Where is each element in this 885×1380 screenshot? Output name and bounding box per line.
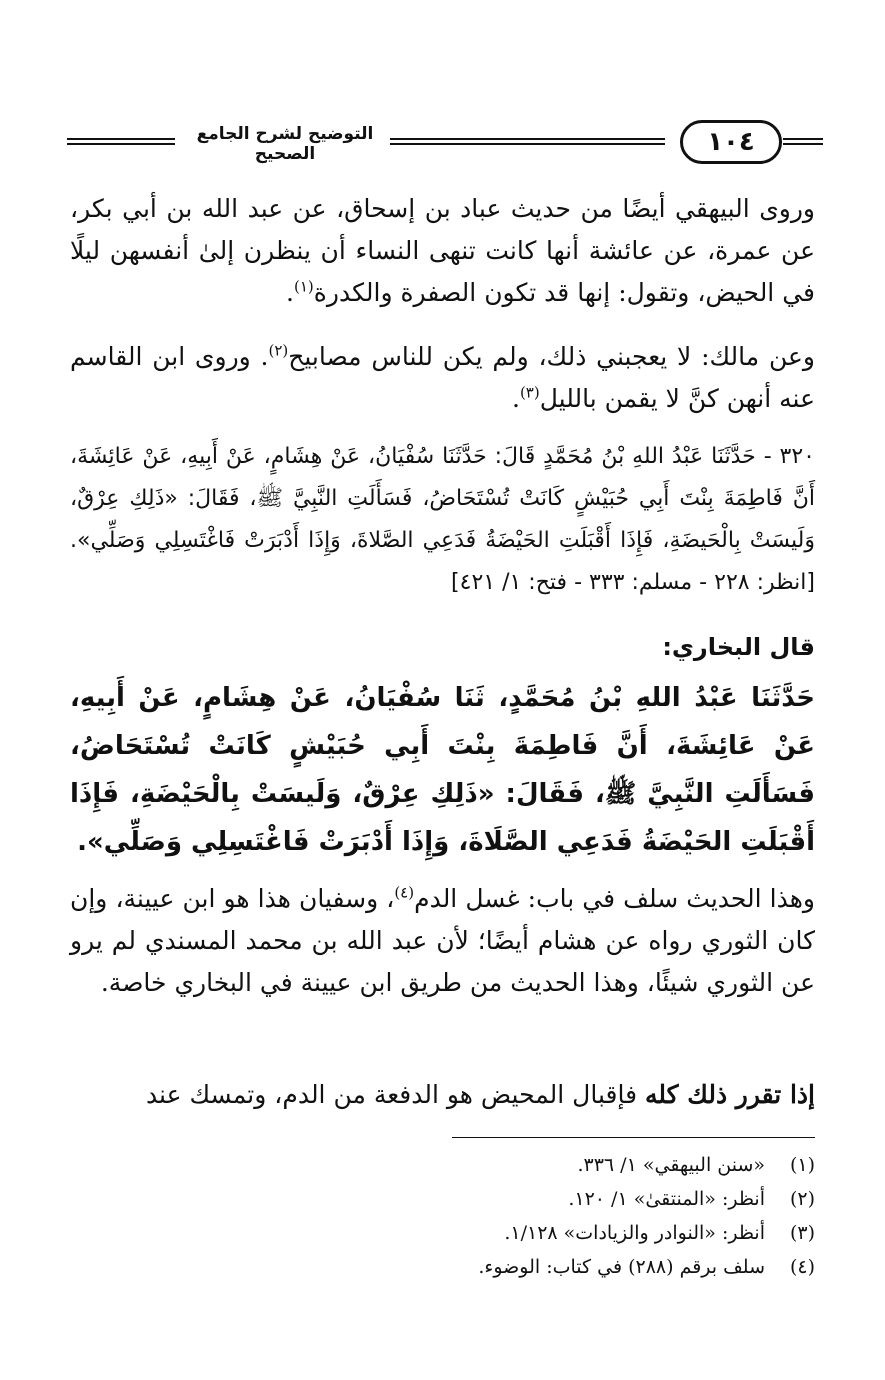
- footnote-text: سلف برقم (٢٨٨) في كتاب: الوضوء.: [478, 1256, 765, 1278]
- paragraph-text: وعن مالك: لا يعجبني ذلك، ولم يكن للناس مصابيح: [288, 342, 815, 371]
- header-rule-right: [783, 138, 823, 145]
- paragraph-conclusion: [70, 1074, 815, 1116]
- paragraph-bayhaqi: [70, 188, 815, 314]
- footnote-item: [300, 1148, 815, 1182]
- footnote-number: (٢): [789, 1188, 815, 1210]
- footnote-number: (٣): [789, 1222, 815, 1244]
- footnote-ref: (٤): [394, 883, 415, 902]
- footnote-item: [300, 1182, 815, 1216]
- book-title: التوضيح لشرح الجامع الصحيح: [196, 124, 374, 164]
- footnote-text: «سنن البيهقي» ١/ ٣٣٦.: [577, 1154, 765, 1176]
- footnote-number: (٤): [789, 1256, 815, 1278]
- hadith-block: [70, 436, 815, 604]
- page-number: ١٠٤: [680, 120, 782, 164]
- bukhari-heading: [70, 626, 815, 668]
- paragraph-malik: [70, 336, 815, 420]
- paragraph-text: . وروى ابن القاسم عنه أنهن كنَّ لا يقمن بالليل: [70, 342, 815, 413]
- section-heading: قال البخاري:: [662, 633, 815, 661]
- paragraph-end: .: [511, 384, 520, 413]
- paragraph-text: فإقبال المحيض هو الدفعة من الدم، وتمسك عند: [145, 1080, 645, 1109]
- bukhari-text: حَدَّثَنَا عَبْدُ اللهِ بْنُ مُحَمَّدٍ، ثَنَا سُفْيَانُ، عَنْ هِشَامٍ، عَنْ أَبِيهِ، عَنْ عَائِشَةَ، أَنَّ فَاطِمَةَ بِنْتَ أَبِي حُبَيْشٍ كَانَتْ تُسْتَحَاضُ، فَسَأَلَتِ النَّبِيَّ ﷺ، فَقَالَ: «ذَلِكِ عِرْقٌ، وَلَيسَتْ بِالْحَيْضَةِ، فَإِذَا أَقْبَلَتِ الحَيْضَةُ فَدَعِي الصَّلَاةَ، وَإِذَا أَدْبَرَتْ فَاغْتَسِلِي وَصَلِّي».: [70, 683, 815, 857]
- footnote-text: أنظر: «النوادر والزيادات» ١/١٢٨.: [504, 1222, 765, 1244]
- paragraph-commentary: [70, 878, 815, 1004]
- paragraph-text: ، وسفيان هذا هو ابن عيينة، وإن كان الثوري رواه عن هشام أيضًا؛ لأن عبد الله بن محمد المسندي لم يرو عن الثوري شيئًا، وهذا الحديث من طريق ابن عيينة في البخاري خاصة.: [70, 884, 815, 997]
- hadith-text: ٣٢٠ - حَدَّثَنَا عَبْدُ اللهِ بْنُ مُحَمَّدٍ قَالَ: حَدَّثَنَا سُفْيَانُ، عَنْ هِشَامٍ، عَنْ أَبِيهِ، عَنْ عَائِشَةَ، أَنَّ فَاطِمَةَ بِنْتَ أَبِي حُبَيْشٍ كَانَتْ تُسْتَحَاضُ، فَسَأَلَتِ النَّبِيَّ ﷺ، فَقَالَ: «ذَلِكِ عِرْقٌ، وَلَيسَتْ بِالْحَيضَةِ، فَإِذَا أَقْبَلَتِ الحَيْضَةُ فَدَعِي الصَّلاةَ، وَإِذَا أَدْبَرَتْ فَاغْتَسِلِي وَصَلِّي».: [70, 444, 815, 553]
- footnote-item: [300, 1216, 815, 1250]
- bold-phrase: إذا تقرر ذلك كله: [644, 1080, 815, 1109]
- footnote-number: (١): [789, 1154, 815, 1176]
- paragraph-end: .: [286, 278, 294, 307]
- footnote-separator: [452, 1137, 815, 1138]
- footnote-item: [300, 1250, 815, 1284]
- hadith-reference: [انظر: ٢٢٨ - مسلم: ٣٣٣ - فتح: ١/ ٤٢١]: [451, 570, 815, 595]
- paragraph-text: وروى البيهقي أيضًا من حديث عباد بن إسحاق، عن عبد الله بن أبي بكر، عن عمرة، عن عائشة أنها كانت تنهى النساء أن ينظرن إلىٰ أنفسهن ليلًا في الحيض، وتقول: إنها قد تكون الصفرة والكدرة: [70, 194, 815, 307]
- running-header: [55, 118, 845, 170]
- paragraph-text: وهذا الحديث سلف في باب: غسل الدم: [414, 884, 816, 913]
- header-rule-middle: [390, 138, 665, 145]
- footnote-text: أنظر: «المنتقىٰ» ١/ ١٢٠.: [568, 1188, 765, 1210]
- bukhari-text-block: [70, 674, 815, 866]
- header-rule-left: [67, 138, 175, 145]
- footnote-ref: (٢): [268, 341, 289, 360]
- footnote-ref: (١): [294, 277, 314, 296]
- footnotes: [300, 1148, 815, 1284]
- footnote-ref: (٣): [519, 383, 540, 402]
